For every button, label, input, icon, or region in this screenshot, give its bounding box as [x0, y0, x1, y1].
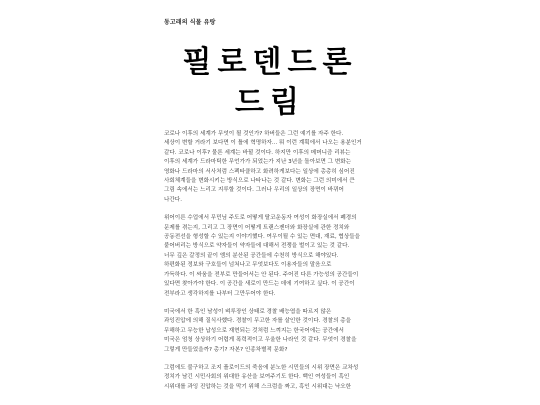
paragraph-line: 시위대를 과잉 진압하는 것을 막기 위해 스크럼을 짜고, 흑인 시위대는 낙오한 [164, 383, 352, 390]
paragraph-line: 영화나 드라마의 서사처럼 스펙타클하고 화려하게보다는 일상에 총총히 심어진 [164, 168, 355, 175]
paragraph-line: 무해하고 무능한 납성으로 재현되는 것처럼 느껴지는 한국어에는 공간에서 [164, 327, 344, 334]
paragraph [164, 214, 376, 299]
paragraph-line: 있다면 찾아가야 한다. 이 공간을 새로이 만드는 데에 기여하고 싶다. 이 공간이 [164, 281, 355, 288]
paragraph-line: 붙어버리는 방식으로 약자들이 약자들에 대해서 전쟁을 벌이고 있는 것 같다. [164, 243, 350, 250]
paragraph-line: 정치가 남긴 시민사회의 위대한 유산을 보여주기도 한다. 백인 여성들이 흑인 [164, 374, 350, 381]
paragraph-line: 위어이른 수업에서 무민님 주도로 어떻게 탈코운동자 여성이 화장실에서 폐경의 [164, 215, 357, 222]
paragraph [164, 308, 376, 355]
paragraph-line: 미국에서 한 흑인 남성이 벼루장인 상태로 경찰 배능엽을 따르지 않은 [164, 308, 332, 315]
paragraph-line: 그림 속에서는 느리고 지루할 것이다. 그러나 우리의 일상의 장면이 바뀌어 [164, 187, 344, 194]
article-body [164, 130, 376, 401]
article-title-line-2: 드림 [235, 85, 305, 120]
paragraph-line: 세상이 변할 거라기 보다면 이 틀에 혁명하자... 뭐 이런 계획에서 나오는 용분인거 [164, 140, 362, 147]
paragraph-line: 그렇게 만들었을까? 총기? 자본? 인종차별적 문화? [164, 346, 288, 353]
paragraph [164, 364, 376, 392]
paragraph-line: 사회체계들을 변화시키는 방식으로 나타나는 것 같다. 변화는 그런 의미에서 큰 [164, 178, 355, 185]
paragraph-line: 코로나 이후의 세계가 무엇이 될 것인가? 하버들은 그런 예기를 자주 한다. [164, 131, 344, 137]
paragraph-line: 공동전선을 형성할 수 있는지 이야기했다. 여우이될 수 있는 면대, 재료, 협상들을 [164, 234, 361, 241]
paragraph-line: 과잉진압에 의해 질식사했다. 경찰이 무고한 자를 살인한 것이다. 경찰의 총을 [164, 318, 352, 325]
paragraph-line: 이후의 세계가 드라마틱한 무언가가 되었는가 지난 3년을 돌아보면 그 변화는 [164, 159, 352, 166]
paragraph-line: 같다. 코로나 이후? 물론 세계는 바뀔 것이다. 하지만 이후의 메머니즘 리뷰는 [164, 149, 351, 156]
paragraph-line: 미국은 엄청 상상하기 어렵게 폭력적이고 우울한 나라인 것 같다. 무엇이 경찰을 [164, 337, 357, 344]
series-label: 동고래의 식물 유랑 [164, 19, 216, 26]
paragraph-line: 하편화된 정보와 구호들이 넘쳐나고 무엇보다도 이용자들의 말음으로 [164, 262, 332, 269]
article-title-line-1: 필로덴드론 [182, 45, 358, 80]
paragraph-line: 너무 깊은 갈정의 끝이 엠의 분산된 공간들에 수천히 방식으로 해야있다. [164, 252, 339, 259]
paragraph [164, 130, 376, 205]
paragraph-line: 나간다. [164, 196, 182, 203]
paragraph-line: 전부라고 생각하지를 나부터 그만두어야 한다. [164, 290, 276, 297]
paragraph-line: 그럼에도 불구하고 조지 플로이드의 죽음에 분노한 시민들의 시위 장면은 교차성 [164, 364, 359, 371]
paragraph-line: 문제를 겪는지, 그리고 그 장면이 어떻게 트랜스젠더와 화장실에 관한 정치와 [164, 224, 350, 231]
paragraph-line: 가득하다. 이 싸움을 전부로 만들어서는 안 된다. 주어진 다른 가능성의 공간들이 [164, 271, 359, 278]
